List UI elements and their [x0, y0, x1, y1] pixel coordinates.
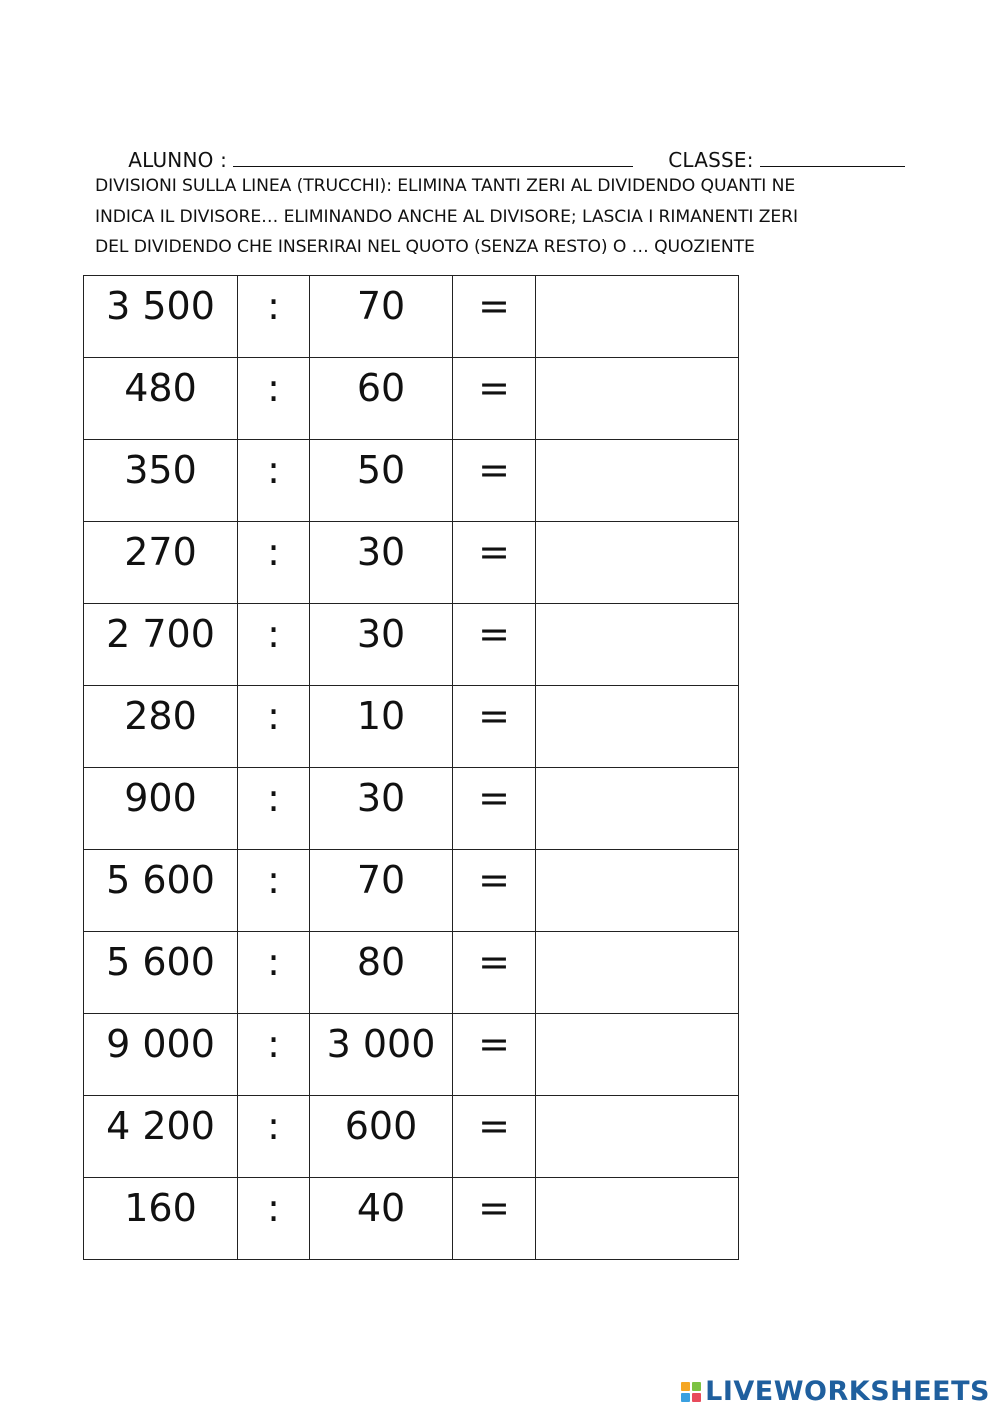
dividend-cell: 2 700	[84, 604, 238, 686]
equals-cell: =	[453, 440, 536, 522]
equals-cell: =	[453, 276, 536, 358]
student-label: ALUNNO :	[128, 148, 228, 172]
equals-cell: =	[453, 686, 536, 768]
division-operator-cell: :	[238, 686, 310, 768]
instructions	[95, 171, 895, 263]
divisor-cell: 30	[310, 604, 453, 686]
instructions-line-3: DEL DIVIDENDO CHE INSERIRAI NEL QUOTO (SENZA RESTO) O … QUOZIENTE	[95, 237, 755, 257]
answer-cell[interactable]	[536, 604, 739, 686]
answer-cell[interactable]	[536, 1178, 739, 1260]
dividend-cell: 5 600	[84, 932, 238, 1014]
division-table	[83, 275, 739, 1260]
division-row	[84, 686, 739, 768]
answer-cell[interactable]	[536, 358, 739, 440]
answer-cell[interactable]	[536, 276, 739, 358]
divisor-cell: 3 000	[310, 1014, 453, 1096]
logo-square	[681, 1382, 690, 1391]
dividend-cell: 480	[84, 358, 238, 440]
divisor-cell: 40	[310, 1178, 453, 1260]
division-operator-cell: :	[238, 1096, 310, 1178]
equals-cell: =	[453, 358, 536, 440]
answer-cell[interactable]	[536, 932, 739, 1014]
class-label: CLASSE:	[668, 148, 754, 172]
dividend-cell: 270	[84, 522, 238, 604]
division-row	[84, 932, 739, 1014]
divisor-cell: 70	[310, 276, 453, 358]
answer-cell[interactable]	[536, 1014, 739, 1096]
division-operator-cell: :	[238, 768, 310, 850]
answer-cell[interactable]	[536, 686, 739, 768]
dividend-cell: 280	[84, 686, 238, 768]
division-row	[84, 440, 739, 522]
logo-text: LIVEWORKSHEETS	[705, 1376, 990, 1407]
student-name-blank[interactable]	[233, 146, 633, 167]
dividend-cell: 5 600	[84, 850, 238, 932]
answer-cell[interactable]	[536, 768, 739, 850]
dividend-cell: 900	[84, 768, 238, 850]
answer-cell[interactable]	[536, 440, 739, 522]
logo-square	[681, 1393, 690, 1402]
dividend-cell: 3 500	[84, 276, 238, 358]
dividend-cell: 160	[84, 1178, 238, 1260]
division-row	[84, 522, 739, 604]
divisor-cell: 30	[310, 522, 453, 604]
answer-cell[interactable]	[536, 850, 739, 932]
dividend-cell: 9 000	[84, 1014, 238, 1096]
answer-cell[interactable]	[536, 1096, 739, 1178]
division-table-body	[84, 276, 739, 1260]
division-operator-cell: :	[238, 358, 310, 440]
division-row	[84, 850, 739, 932]
divisor-cell: 10	[310, 686, 453, 768]
division-row	[84, 604, 739, 686]
dividend-cell: 4 200	[84, 1096, 238, 1178]
logo-square	[692, 1382, 701, 1391]
division-operator-cell: :	[238, 1178, 310, 1260]
divisor-cell: 600	[310, 1096, 453, 1178]
division-row	[84, 1178, 739, 1260]
division-row	[84, 358, 739, 440]
division-operator-cell: :	[238, 276, 310, 358]
division-row	[84, 276, 739, 358]
divisor-cell: 80	[310, 932, 453, 1014]
divisor-cell: 50	[310, 440, 453, 522]
equals-cell: =	[453, 522, 536, 604]
divisor-cell: 60	[310, 358, 453, 440]
equals-cell: =	[453, 1096, 536, 1178]
divisor-cell: 70	[310, 850, 453, 932]
equals-cell: =	[453, 768, 536, 850]
division-row	[84, 768, 739, 850]
logo-square	[692, 1393, 701, 1402]
instructions-line-2: INDICA IL DIVISORE… ELIMINANDO ANCHE AL DIVISORE; LASCIA I RIMANENTI ZERI	[95, 206, 798, 227]
dividend-cell: 350	[84, 440, 238, 522]
divisor-cell: 30	[310, 768, 453, 850]
equals-cell: =	[453, 932, 536, 1014]
logo-mark-icon	[681, 1382, 701, 1402]
equals-cell: =	[453, 1178, 536, 1260]
division-operator-cell: :	[238, 604, 310, 686]
equals-cell: =	[453, 850, 536, 932]
division-operator-cell: :	[238, 522, 310, 604]
liveworksheets-logo	[681, 1376, 990, 1407]
division-row	[84, 1096, 739, 1178]
answer-cell[interactable]	[536, 522, 739, 604]
equals-cell: =	[453, 604, 536, 686]
division-row	[84, 1014, 739, 1096]
division-operator-cell: :	[238, 440, 310, 522]
division-operator-cell: :	[238, 1014, 310, 1096]
division-operator-cell: :	[238, 932, 310, 1014]
equals-cell: =	[453, 1014, 536, 1096]
instructions-line-1: DIVISIONI SULLA LINEA (TRUCCHI): ELIMINA TANTI ZERI AL DIVIDENDO QUANTI NE	[95, 176, 796, 196]
division-operator-cell: :	[238, 850, 310, 932]
class-blank[interactable]	[760, 146, 905, 167]
